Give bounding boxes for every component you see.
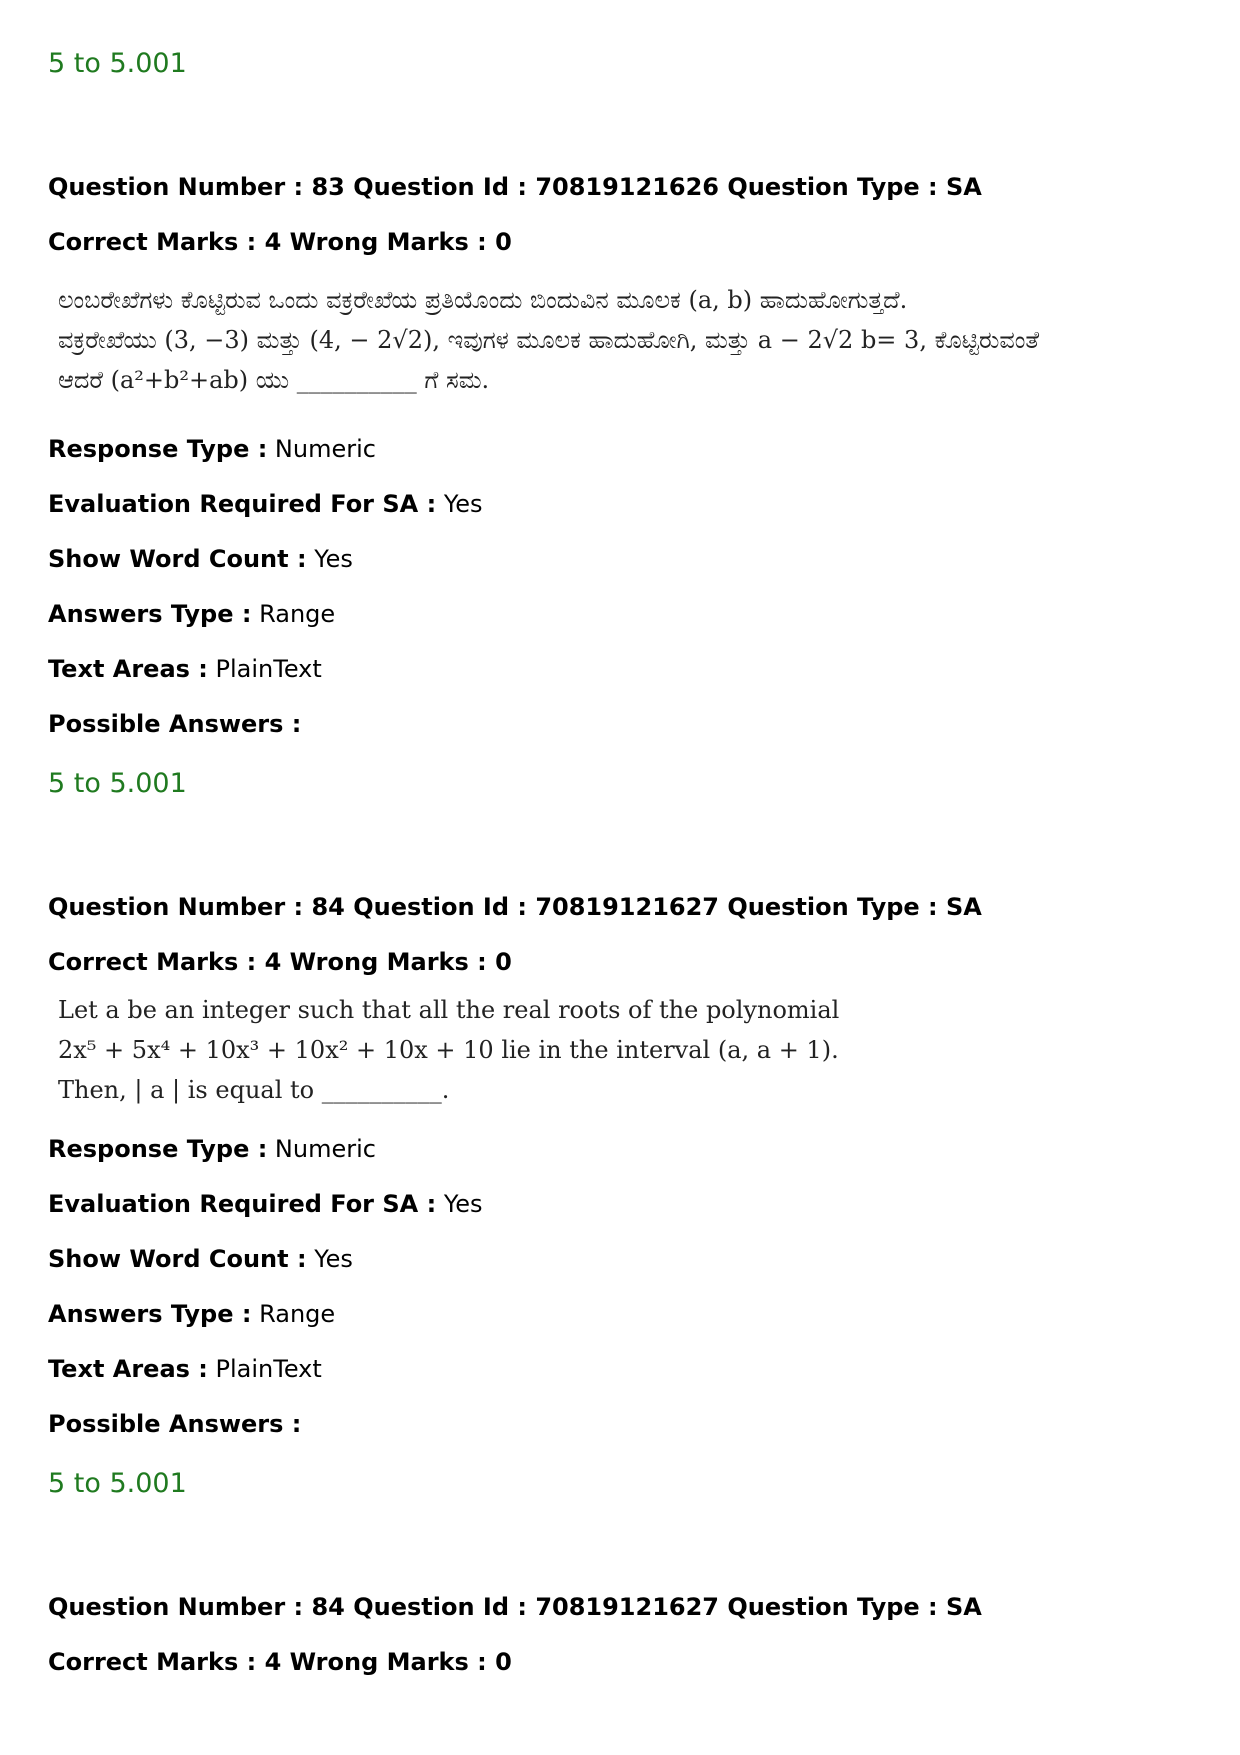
question-text-line: ವಕ್ರರೇಖೆಯು (3, −3) ಮತ್ತು (4, − 2√2), ಇವುಗಳ ಮೂಲಕ ಹಾದುಹೋಗಿ, ಮತ್ತು a − 2√2 b= 3, ಕೊಟ್ಟಿರುವಂತೆ [58, 326, 1040, 354]
marks-line: Correct Marks : 4 Wrong Marks : 0 [48, 1648, 512, 1676]
question-text-image [48, 280, 1040, 408]
field-possible-answers: Possible Answers : [48, 710, 302, 738]
question-text-image [48, 990, 840, 1114]
field-response-type: Response Type : Numeric [48, 1135, 376, 1163]
marks-line: Correct Marks : 4 Wrong Marks : 0 [48, 228, 512, 256]
question-header: Question Number : 83 Question Id : 70819121626 Question Type : SA [48, 173, 982, 201]
question-text-line: Then, | a | is equal to __________. [58, 1076, 450, 1104]
field-answers-type: Answers Type : Range [48, 600, 336, 628]
field-text-areas: Text Areas : PlainText [48, 655, 322, 683]
field-show-word-count: Show Word Count : Yes [48, 545, 353, 573]
field-evaluation-required: Evaluation Required For SA : Yes [48, 1190, 483, 1218]
question-text-line: ಲಂಬರೇಖೆಗಳು ಕೊಟ್ಟಿರುವ ಒಂದು ವಕ್ರರೇಖೆಯ ಪ್ರತಿಯೊಂದು ಬಿಂದುವಿನ ಮೂಲಕ (a, b) ಹಾದುಹೋಗುತ್ತದೆ. [58, 286, 908, 314]
possible-answer: 5 to 5.001 [48, 1468, 187, 1499]
question-text-line: ಆದರೆ (a²+b²+ab) ಯು __________ ಗೆ ಸಮ. [58, 366, 490, 394]
marks-line: Correct Marks : 4 Wrong Marks : 0 [48, 948, 512, 976]
field-answers-type: Answers Type : Range [48, 1300, 336, 1328]
field-evaluation-required: Evaluation Required For SA : Yes [48, 490, 483, 518]
field-show-word-count: Show Word Count : Yes [48, 1245, 353, 1273]
possible-answer: 5 to 5.001 [48, 768, 187, 799]
field-possible-answers: Possible Answers : [48, 1410, 302, 1438]
question-header: Question Number : 84 Question Id : 70819121627 Question Type : SA [48, 893, 982, 921]
possible-answer: 5 to 5.001 [48, 48, 187, 79]
question-text-line: 2x⁵ + 5x⁴ + 10x³ + 10x² + 10x + 10 lie in the interval (a, a + 1). [58, 1036, 839, 1064]
question-text-line: Let a be an integer such that all the real roots of the polynomial [58, 996, 840, 1024]
field-response-type: Response Type : Numeric [48, 435, 376, 463]
field-text-areas: Text Areas : PlainText [48, 1355, 322, 1383]
question-header: Question Number : 84 Question Id : 70819121627 Question Type : SA [48, 1593, 982, 1621]
